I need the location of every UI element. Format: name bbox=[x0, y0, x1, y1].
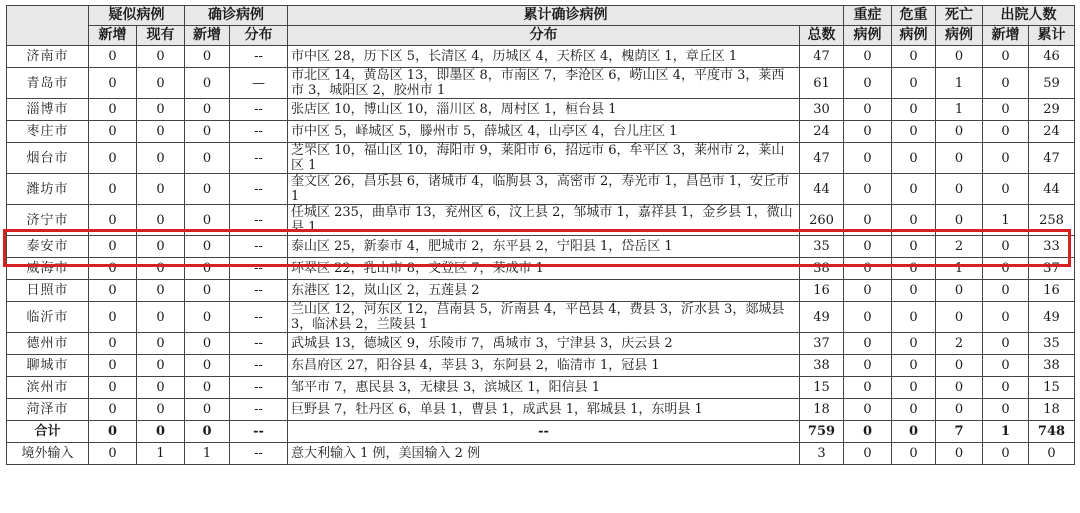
suspected-existing: 0 bbox=[137, 46, 185, 68]
confirmed-new: 0 bbox=[185, 143, 230, 174]
critical-count: 0 bbox=[892, 68, 936, 99]
confirmed-new: 0 bbox=[185, 280, 230, 302]
covid-stats-table bbox=[6, 5, 1075, 465]
city-name: 日照市 bbox=[7, 280, 89, 302]
discharged-cumulative: 29 bbox=[1029, 99, 1075, 121]
severe-count: 0 bbox=[844, 377, 892, 399]
header-confirmed-new: 新增 bbox=[185, 26, 230, 46]
city-name: 淄博市 bbox=[7, 99, 89, 121]
imported-row bbox=[7, 443, 1075, 465]
city-name: 菏泽市 bbox=[7, 399, 89, 421]
confirmed-distribution: -- bbox=[230, 46, 288, 68]
critical-count: 0 bbox=[892, 280, 936, 302]
suspected-new: 0 bbox=[89, 46, 137, 68]
header-discharged: 出院人数 bbox=[983, 6, 1075, 26]
suspected-new: 0 bbox=[89, 302, 137, 333]
severe-count: 0 bbox=[844, 46, 892, 68]
summary-row bbox=[7, 421, 1075, 443]
header-row-1 bbox=[7, 6, 1075, 26]
city-name: 滨州市 bbox=[7, 377, 89, 399]
confirmed-new: 0 bbox=[185, 121, 230, 143]
table-row bbox=[7, 333, 1075, 355]
discharged-new: 0 bbox=[983, 143, 1029, 174]
cumulative-total: 35 bbox=[800, 236, 844, 258]
city-name: 临沂市 bbox=[7, 302, 89, 333]
cumulative-total: 24 bbox=[800, 121, 844, 143]
suspected-existing: 0 bbox=[137, 280, 185, 302]
table-row bbox=[7, 399, 1075, 421]
cumulative-total: 30 bbox=[800, 99, 844, 121]
severe-count: 0 bbox=[844, 236, 892, 258]
death-count: 0 bbox=[936, 443, 983, 465]
suspected-new: 0 bbox=[89, 333, 137, 355]
suspected-existing: 0 bbox=[137, 205, 185, 236]
discharged-new: 0 bbox=[983, 302, 1029, 333]
confirmed-new: 0 bbox=[185, 333, 230, 355]
suspected-new: 0 bbox=[89, 280, 137, 302]
header-critical-cases: 病例 bbox=[892, 26, 936, 46]
cumulative-distribution: 奎文区 26，昌乐县 6，诸城市 4，临朐县 3，高密市 2，寿光市 1，昌邑市 1，安丘市 1 bbox=[288, 174, 800, 205]
cumulative-total: 61 bbox=[800, 68, 844, 99]
table-row-highlighted bbox=[7, 205, 1075, 236]
cumulative-distribution: 巨野县 7，牡丹区 6，单县 1，曹县 1，成武县 1，郓城县 1，东明县 1 bbox=[288, 399, 800, 421]
cumulative-distribution: 东昌府区 27，阳谷县 4，莘县 3，东阿县 2，临清市 1，冠县 1 bbox=[288, 355, 800, 377]
death-count: 0 bbox=[936, 355, 983, 377]
suspected-new: 0 bbox=[89, 68, 137, 99]
suspected-new: 0 bbox=[89, 421, 137, 443]
suspected-new: 0 bbox=[89, 377, 137, 399]
confirmed-distribution: -- bbox=[230, 121, 288, 143]
cumulative-distribution: 意大利输入 1 例，美国输入 2 例 bbox=[288, 443, 800, 465]
header-discharged-cumulative: 累计 bbox=[1029, 26, 1075, 46]
suspected-existing: 0 bbox=[137, 99, 185, 121]
confirmed-distribution: -- bbox=[230, 443, 288, 465]
confirmed-new: 0 bbox=[185, 302, 230, 333]
cumulative-total: 3 bbox=[800, 443, 844, 465]
confirmed-distribution: -- bbox=[230, 355, 288, 377]
critical-count: 0 bbox=[892, 377, 936, 399]
suspected-existing: 0 bbox=[137, 333, 185, 355]
discharged-cumulative: 24 bbox=[1029, 121, 1075, 143]
suspected-existing: 0 bbox=[137, 258, 185, 280]
header-confirmed: 确诊病例 bbox=[185, 6, 288, 26]
cumulative-distribution: 市中区 5，峄城区 5，滕州市 5，薛城区 4，山亭区 4，台儿庄区 1 bbox=[288, 121, 800, 143]
discharged-new: 1 bbox=[983, 205, 1029, 236]
cumulative-total: 18 bbox=[800, 399, 844, 421]
cumulative-total: 49 bbox=[800, 302, 844, 333]
suspected-existing: 0 bbox=[137, 421, 185, 443]
city-name: 威海市 bbox=[7, 258, 89, 280]
death-count: 1 bbox=[936, 99, 983, 121]
cumulative-total: 260 bbox=[800, 205, 844, 236]
discharged-cumulative: 59 bbox=[1029, 68, 1075, 99]
suspected-new: 0 bbox=[89, 174, 137, 205]
critical-count: 0 bbox=[892, 333, 936, 355]
discharged-new: 0 bbox=[983, 99, 1029, 121]
confirmed-distribution: -- bbox=[230, 302, 288, 333]
header-death: 死亡 bbox=[936, 6, 983, 26]
severe-count: 0 bbox=[844, 121, 892, 143]
severe-count: 0 bbox=[844, 443, 892, 465]
table-row bbox=[7, 68, 1075, 99]
death-count: 0 bbox=[936, 121, 983, 143]
header-suspected-existing: 现有 bbox=[137, 26, 185, 46]
discharged-cumulative: 46 bbox=[1029, 46, 1075, 68]
city-name: 聊城市 bbox=[7, 355, 89, 377]
suspected-new: 0 bbox=[89, 143, 137, 174]
table-row bbox=[7, 302, 1075, 333]
confirmed-distribution: -- bbox=[230, 333, 288, 355]
confirmed-distribution: — bbox=[230, 68, 288, 99]
cumulative-total: 47 bbox=[800, 46, 844, 68]
cumulative-distribution: 兰山区 12，河东区 12，莒南县 5，沂南县 4，平邑县 4，费县 3，沂水县 3，郯城县 3，临沭县 2，兰陵县 1 bbox=[288, 302, 800, 333]
city-name: 枣庄市 bbox=[7, 121, 89, 143]
severe-count: 0 bbox=[844, 399, 892, 421]
severe-count: 0 bbox=[844, 205, 892, 236]
discharged-new: 0 bbox=[983, 121, 1029, 143]
confirmed-new: 0 bbox=[185, 205, 230, 236]
header-critical: 危重 bbox=[892, 6, 936, 26]
confirmed-distribution: -- bbox=[230, 143, 288, 174]
city-name: 潍坊市 bbox=[7, 174, 89, 205]
city-name: 烟台市 bbox=[7, 143, 89, 174]
header-severe-cases: 病例 bbox=[844, 26, 892, 46]
discharged-cumulative: 47 bbox=[1029, 143, 1075, 174]
severe-count: 0 bbox=[844, 68, 892, 99]
confirmed-distribution: -- bbox=[230, 205, 288, 236]
cumulative-total: 38 bbox=[800, 355, 844, 377]
suspected-new: 0 bbox=[89, 205, 137, 236]
discharged-new: 0 bbox=[983, 280, 1029, 302]
discharged-cumulative: 33 bbox=[1029, 236, 1075, 258]
confirmed-new: 0 bbox=[185, 99, 230, 121]
death-count: 0 bbox=[936, 46, 983, 68]
suspected-new: 0 bbox=[89, 355, 137, 377]
death-count: 0 bbox=[936, 143, 983, 174]
confirmed-new: 0 bbox=[185, 46, 230, 68]
cumulative-distribution: -- bbox=[288, 421, 800, 443]
discharged-cumulative: 258 bbox=[1029, 205, 1075, 236]
header-confirmed-distribution: 分布 bbox=[230, 26, 288, 46]
cumulative-distribution: 邹平市 7，惠民县 3，无棣县 3，滨城区 1，阳信县 1 bbox=[288, 377, 800, 399]
critical-count: 0 bbox=[892, 99, 936, 121]
cumulative-distribution: 环翠区 22，乳山市 8，文登区 7，荣成市 1 bbox=[288, 258, 800, 280]
header-suspected-new: 新增 bbox=[89, 26, 137, 46]
discharged-cumulative: 15 bbox=[1029, 377, 1075, 399]
cumulative-distribution: 芝罘区 10，福山区 10，海阳市 9，莱阳市 6，招远市 6，牟平区 3，莱州市 2，莱山区 1 bbox=[288, 143, 800, 174]
discharged-new: 0 bbox=[983, 377, 1029, 399]
suspected-existing: 0 bbox=[137, 121, 185, 143]
death-count: 0 bbox=[936, 399, 983, 421]
suspected-existing: 0 bbox=[137, 377, 185, 399]
header-suspected: 疑似病例 bbox=[89, 6, 185, 26]
cumulative-total: 15 bbox=[800, 377, 844, 399]
discharged-cumulative: 37 bbox=[1029, 258, 1075, 280]
cumulative-distribution: 市中区 28，历下区 5，长清区 4，历城区 4，天桥区 4，槐荫区 1，章丘区 1 bbox=[288, 46, 800, 68]
confirmed-new: 0 bbox=[185, 258, 230, 280]
confirmed-distribution: -- bbox=[230, 421, 288, 443]
confirmed-distribution: -- bbox=[230, 399, 288, 421]
cumulative-total: 37 bbox=[800, 333, 844, 355]
discharged-cumulative: 44 bbox=[1029, 174, 1075, 205]
confirmed-new: 0 bbox=[185, 421, 230, 443]
critical-count: 0 bbox=[892, 174, 936, 205]
table-row bbox=[7, 46, 1075, 68]
critical-count: 0 bbox=[892, 421, 936, 443]
confirmed-distribution: -- bbox=[230, 377, 288, 399]
discharged-new: 0 bbox=[983, 443, 1029, 465]
discharged-new: 0 bbox=[983, 333, 1029, 355]
city-name: 泰安市 bbox=[7, 236, 89, 258]
table-row bbox=[7, 377, 1075, 399]
discharged-cumulative: 49 bbox=[1029, 302, 1075, 333]
table-row bbox=[7, 121, 1075, 143]
suspected-existing: 0 bbox=[137, 355, 185, 377]
discharged-new: 1 bbox=[983, 421, 1029, 443]
discharged-new: 0 bbox=[983, 355, 1029, 377]
cumulative-total: 16 bbox=[800, 280, 844, 302]
death-count: 0 bbox=[936, 280, 983, 302]
confirmed-distribution: -- bbox=[230, 236, 288, 258]
severe-count: 0 bbox=[844, 174, 892, 205]
table-row bbox=[7, 174, 1075, 205]
discharged-new: 0 bbox=[983, 236, 1029, 258]
severe-count: 0 bbox=[844, 302, 892, 333]
critical-count: 0 bbox=[892, 258, 936, 280]
suspected-existing: 0 bbox=[137, 143, 185, 174]
cumulative-total: 44 bbox=[800, 174, 844, 205]
discharged-cumulative: 18 bbox=[1029, 399, 1075, 421]
cumulative-total: 38 bbox=[800, 258, 844, 280]
death-count: 0 bbox=[936, 205, 983, 236]
discharged-cumulative: 38 bbox=[1029, 355, 1075, 377]
header-death-cases: 病例 bbox=[936, 26, 983, 46]
discharged-new: 0 bbox=[983, 68, 1029, 99]
discharged-new: 0 bbox=[983, 46, 1029, 68]
death-count: 0 bbox=[936, 174, 983, 205]
suspected-existing: 0 bbox=[137, 302, 185, 333]
death-count: 1 bbox=[936, 68, 983, 99]
table-row bbox=[7, 143, 1075, 174]
severe-count: 0 bbox=[844, 355, 892, 377]
confirmed-new: 0 bbox=[185, 355, 230, 377]
city-name: 济南市 bbox=[7, 46, 89, 68]
severe-count: 0 bbox=[844, 143, 892, 174]
discharged-new: 0 bbox=[983, 174, 1029, 205]
header-row-2 bbox=[7, 26, 1075, 46]
discharged-new: 0 bbox=[983, 258, 1029, 280]
discharged-cumulative: 0 bbox=[1029, 443, 1075, 465]
suspected-new: 0 bbox=[89, 443, 137, 465]
suspected-new: 0 bbox=[89, 236, 137, 258]
death-count: 7 bbox=[936, 421, 983, 443]
severe-count: 0 bbox=[844, 333, 892, 355]
cumulative-total: 47 bbox=[800, 143, 844, 174]
city-name: 德州市 bbox=[7, 333, 89, 355]
cumulative-distribution: 市北区 14，黄岛区 13，即墨区 8，市南区 7，李沧区 6，崂山区 4，平度市 3，莱西市 3，城阳区 2，胶州市 1 bbox=[288, 68, 800, 99]
critical-count: 0 bbox=[892, 143, 936, 174]
header-cumulative: 累计确诊病例 bbox=[288, 6, 844, 26]
discharged-new: 0 bbox=[983, 399, 1029, 421]
cumulative-distribution: 张店区 10，博山区 10，淄川区 8，周村区 1，桓台县 1 bbox=[288, 99, 800, 121]
summary-label: 合计 bbox=[7, 421, 89, 443]
cumulative-distribution: 泰山区 25，新泰市 4，肥城市 2，东平县 2，宁阳县 1，岱岳区 1 bbox=[288, 236, 800, 258]
suspected-existing: 1 bbox=[137, 443, 185, 465]
discharged-cumulative: 16 bbox=[1029, 280, 1075, 302]
severe-count: 0 bbox=[844, 280, 892, 302]
critical-count: 0 bbox=[892, 399, 936, 421]
confirmed-distribution: -- bbox=[230, 280, 288, 302]
death-count: 1 bbox=[936, 258, 983, 280]
confirmed-distribution: -- bbox=[230, 99, 288, 121]
critical-count: 0 bbox=[892, 205, 936, 236]
table-row bbox=[7, 99, 1075, 121]
header-discharged-new: 新增 bbox=[983, 26, 1029, 46]
death-count: 0 bbox=[936, 377, 983, 399]
suspected-existing: 0 bbox=[137, 68, 185, 99]
header-severe: 重症 bbox=[844, 6, 892, 26]
header-city-blank bbox=[7, 6, 89, 46]
death-count: 2 bbox=[936, 333, 983, 355]
confirmed-new: 0 bbox=[185, 236, 230, 258]
critical-count: 0 bbox=[892, 443, 936, 465]
suspected-existing: 0 bbox=[137, 236, 185, 258]
city-name: 济宁市 bbox=[7, 205, 89, 236]
confirmed-distribution: -- bbox=[230, 174, 288, 205]
confirmed-new: 0 bbox=[185, 68, 230, 99]
suspected-new: 0 bbox=[89, 99, 137, 121]
suspected-new: 0 bbox=[89, 258, 137, 280]
confirmed-new: 0 bbox=[185, 174, 230, 205]
header-cumulative-total: 总数 bbox=[800, 26, 844, 46]
header-cumulative-distribution: 分布 bbox=[288, 26, 800, 46]
suspected-existing: 0 bbox=[137, 399, 185, 421]
suspected-existing: 0 bbox=[137, 174, 185, 205]
cumulative-distribution: 武城县 13，德城区 9，乐陵市 7，禹城市 3，宁津县 3，庆云县 2 bbox=[288, 333, 800, 355]
confirmed-new: 0 bbox=[185, 399, 230, 421]
death-count: 2 bbox=[936, 236, 983, 258]
critical-count: 0 bbox=[892, 121, 936, 143]
discharged-cumulative: 748 bbox=[1029, 421, 1075, 443]
table-row bbox=[7, 258, 1075, 280]
critical-count: 0 bbox=[892, 236, 936, 258]
confirmed-new: 1 bbox=[185, 443, 230, 465]
severe-count: 0 bbox=[844, 421, 892, 443]
severe-count: 0 bbox=[844, 99, 892, 121]
cumulative-total: 759 bbox=[800, 421, 844, 443]
city-name: 青岛市 bbox=[7, 68, 89, 99]
imported-label: 境外输入 bbox=[7, 443, 89, 465]
critical-count: 0 bbox=[892, 302, 936, 333]
critical-count: 0 bbox=[892, 46, 936, 68]
cumulative-distribution: 东港区 12，岚山区 2，五莲县 2 bbox=[288, 280, 800, 302]
table-row bbox=[7, 355, 1075, 377]
table-row bbox=[7, 280, 1075, 302]
confirmed-distribution: -- bbox=[230, 258, 288, 280]
severe-count: 0 bbox=[844, 258, 892, 280]
suspected-new: 0 bbox=[89, 121, 137, 143]
critical-count: 0 bbox=[892, 355, 936, 377]
confirmed-new: 0 bbox=[185, 377, 230, 399]
table-row bbox=[7, 236, 1075, 258]
cumulative-distribution: 任城区 235，曲阜市 13，兖州区 6，汶上县 2，邹城市 1，嘉祥县 1，金乡县 1，微山县 1 bbox=[288, 205, 800, 236]
death-count: 0 bbox=[936, 302, 983, 333]
discharged-cumulative: 35 bbox=[1029, 333, 1075, 355]
suspected-new: 0 bbox=[89, 399, 137, 421]
